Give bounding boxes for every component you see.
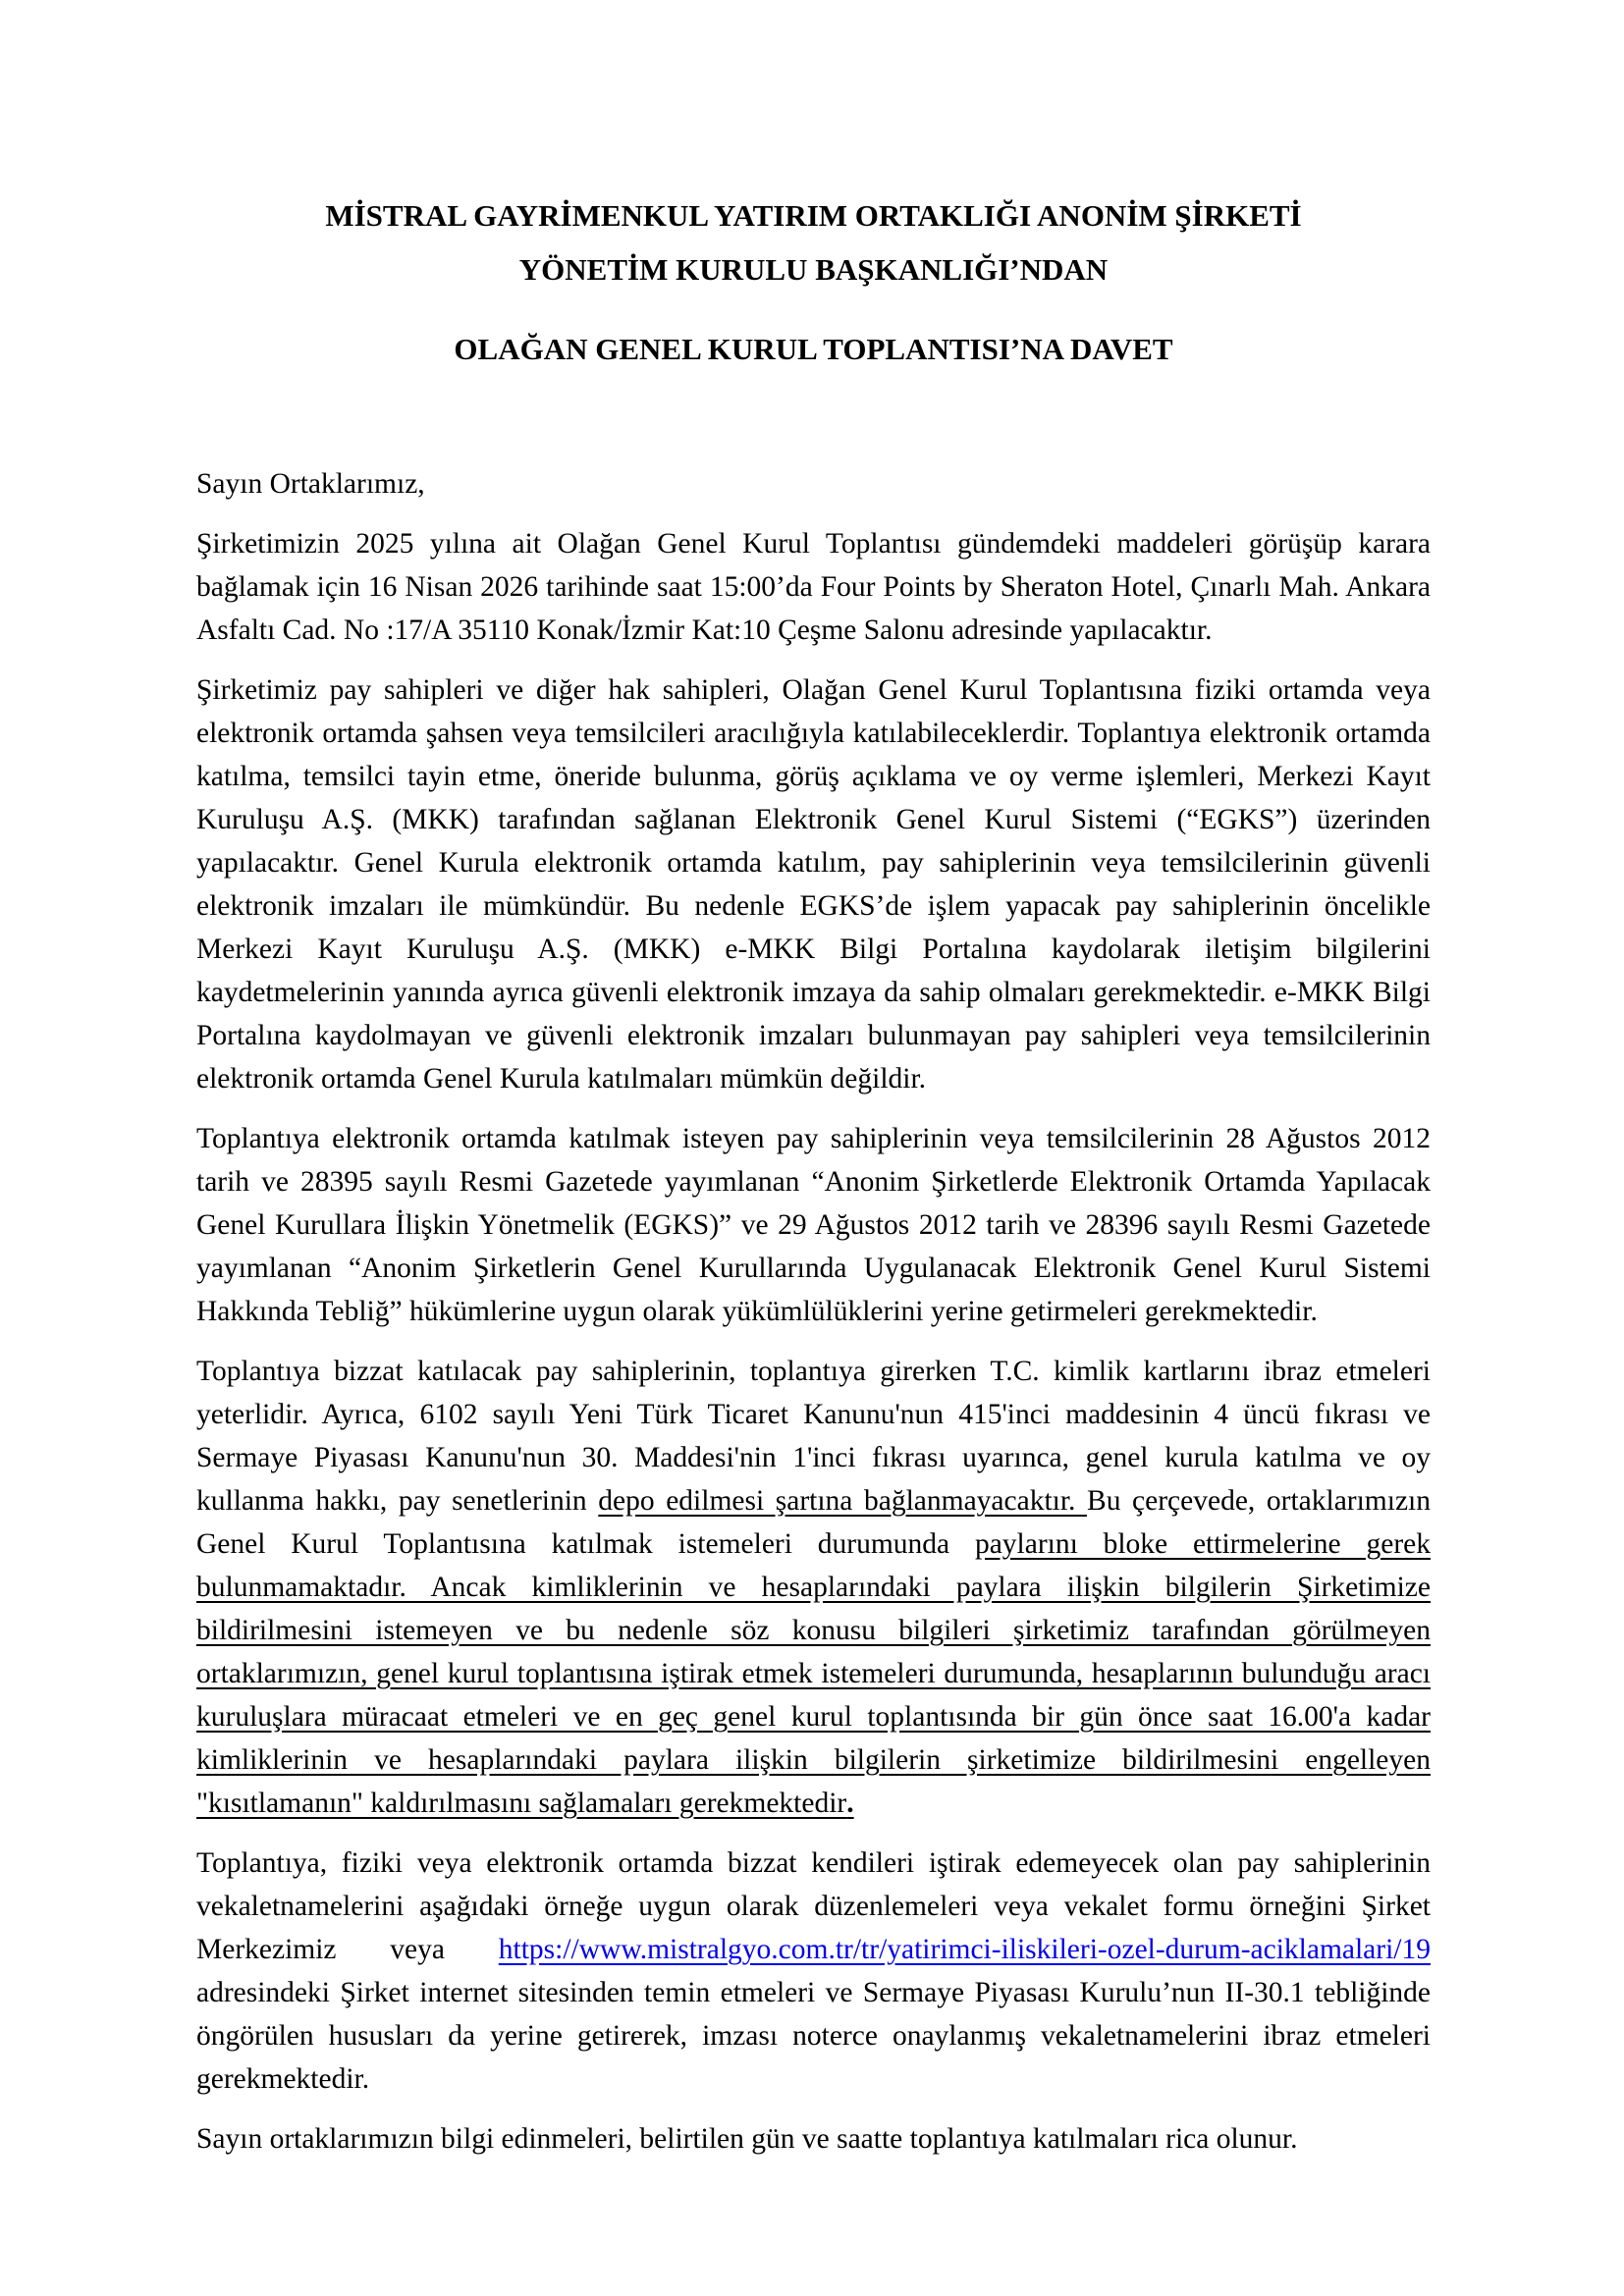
p4-segment-underline2: paylarını bloke ettirmelerine gerek bulunmamaktadır. Ancak kimliklerinin ve hesaplarındaki paylara ilişkin bilgilerin Şirketimize bildirilmesini istemeyen ve bu nedenle söz konusu bilgileri şirketimiz tarafından görülmeyen ortaklarımızın, genel kurul toplantısına iştirak etmek istemeleri durumunda, hesaplarının bulunduğu aracı kuruluşlara müracaat etmeleri ve en geç genel kurul toplantısında bir gün önce saat 16.00'a kadar kimliklerinin ve hesaplarındaki paylara ilişkin bilgilerin şirketimize bildirilmesini engelleyen "kısıtlamanın" kaldırılmasını sağlamaları gerekmektedir [196, 1528, 1431, 1819]
p4-segment-normal2: Bu çerçevede, ortaklarımızın Genel Kurul Toplantısına katılmak istemeleri durumunda [196, 1485, 1431, 1560]
salutation: Sayın Ortaklarımız, [196, 468, 425, 500]
paragraph-closing: Sayın ortaklarımızın bilgi edinmeleri, belirtilen gün ve saatte toplantıya katılmaları rica olunur. [196, 2123, 1298, 2155]
p4-segment-normal1: Toplantıya bizzat katılacak pay sahiplerinin, toplantıya girerken T.C. kimlik kartlarını ibraz etmeleri yeterlidir. Ayrıca, 6102 sayılı Yeni Türk Ticaret Kanunu'nun 415'inci maddesinin 4 üncü fıkrası ve Sermaye Piyasası Kanunu'nun 30. Maddesi'nin 1'inci fıkrası uyarınca, genel kurula katılma ve oy kullanma hakkı, pay senetlerinin [196, 1356, 1431, 1517]
p5-segment-normal2: adresindeki Şirket internet sitesinden temin etmeleri ve Sermaye Piyasası Kurulu’nun II-30.1 tebliğinde öngörülen hususları da yerine getirerek, imzası noterce onaylanmış vekaletnamelerini ibraz etmeleri gerekmektedir. [196, 1977, 1431, 2095]
paragraph-regulations: Toplantıya elektronik ortamda katılmak isteyen pay sahiplerinin veya temsilcilerinin 28 Ağustos 2012 tarih ve 28395 sayılı Resmi Gazetede yayımlanan “Anonim Şirketlerde Elektronik Ortamda Yapılacak Genel Kurullara İlişkin Yönetmelik (EGKS)” ve 29 Ağustos 2012 tarih ve 28396 sayılı Resmi Gazetede yayımlanan “Anonim Şirketlerin Genel Kurullarında Uygulanacak Elektronik Genel Kurul Sistemi Hakkında Tebliğ” hükümlerine uygun olarak yükümlülüklerini yerine getirmeleri gerekmektedir. [196, 1123, 1431, 1327]
paragraph-proxy-forms [196, 1842, 1431, 2101]
company-title-line2: YÖNETİM KURULU BAŞKANLIĞI’NDAN [518, 252, 1109, 287]
document-header [196, 188, 1431, 376]
paragraph-attendance-identity [196, 1350, 1431, 1825]
invitation-subtitle: OLAĞAN GENEL KURUL TOPLANTISI’NA DAVET [454, 332, 1173, 366]
document-body [196, 462, 1431, 2161]
company-title-line1: MİSTRAL GAYRİMENKUL YATIRIM ORTAKLIĞI ANONİM ŞİRKETİ [325, 198, 1302, 233]
investor-relations-link[interactable]: https://www.mistralgyo.com.tr/tr/yatirimci-iliskileri-ozel-durum-aciklamalari/19 [498, 1934, 1431, 1965]
paragraph-egks-participation: Şirketimiz pay sahipleri ve diğer hak sahipleri, Olağan Genel Kurul Toplantısına fiziki ortamda veya elektronik ortamda şahsen veya temsilcileri aracılığıyla katılabileceklerdir. Toplantıya elektronik ortamda katılma, temsilci tayin etme, öneride bulunma, görüş açıklama ve oy verme işlemleri, Merkezi Kayıt Kuruluşu A.Ş. (MKK) tarafından sağlanan Elektronik Genel Kurul Sistemi (“EGKS”) üzerinden yapılacaktır. Genel Kurula elektronik ortamda katılım, pay sahiplerinin veya temsilcilerinin güvenli elektronik imzaları ile mümkündür. Bu nedenle EGKS’de işlem yapacak pay sahiplerinin öncelikle Merkezi Kayıt Kuruluşu A.Ş. (MKK) e-MKK Bilgi Portalına kaydolarak iletişim bilgilerini kaydetmelerinin yanında ayrıca güvenli elektronik imzaya da sahip olmaları gerekmektedir. e-MKK Bilgi Portalına kaydolmayan ve güvenli elektronik imzaları bulunmayan pay sahipleri veya temsilcilerinin elektronik ortamda Genel Kurula katılmaları mümkün değildir. [196, 674, 1431, 1095]
paragraph-meeting-details: Şirketimizin 2025 yılına ait Olağan Genel Kurul Toplantısı gündemdeki maddeleri görüşüp karara bağlamak için 16 Nisan 2026 tarihinde saat 15:00’da Four Points by Sheraton Hotel, Çınarlı Mah. Ankara Asfaltı Cad. No :17/A 35110 Konak/İzmir Kat:10 Çeşme Salonu adresinde yapılacaktır. [196, 528, 1431, 646]
p4-segment-bold-period: . [846, 1788, 854, 1819]
p5-segment-normal1: Toplantıya, fiziki veya elektronik ortamda bizzat kendileri iştirak edemeyecek olan pay sahiplerinin vekaletnamelerini aşağıdaki örneğe uygun olarak düzenlemeleri veya vekalet formu örneğini Şirket Merkezimiz veya [196, 1847, 1431, 1965]
p4-segment-underline1: depo edilmesi şartına bağlanmayacaktır. [598, 1485, 1088, 1517]
